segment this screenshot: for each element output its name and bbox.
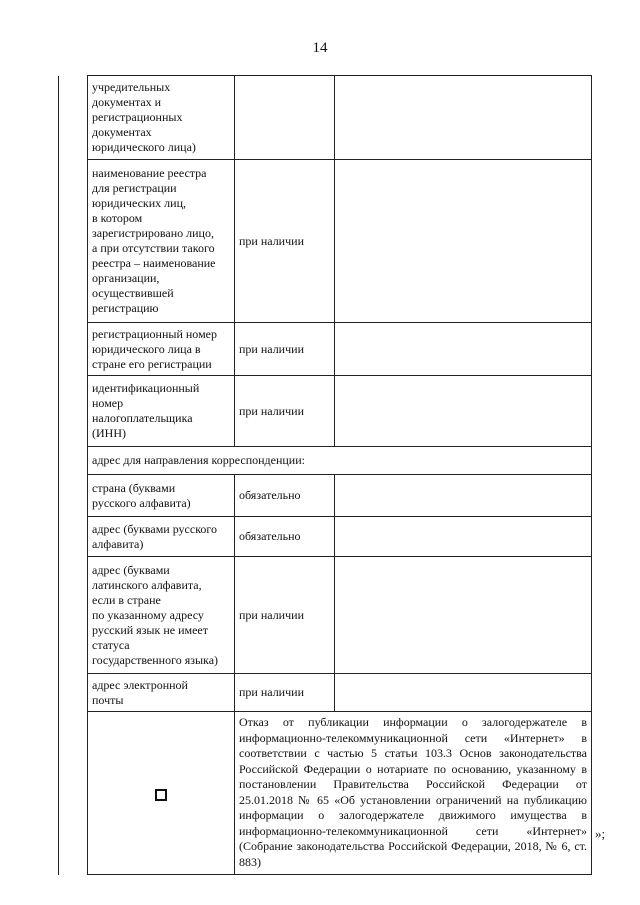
field-label: страна (буквами русского алфавита)	[88, 475, 235, 517]
field-requirement: при наличии	[235, 323, 335, 376]
indent-cell	[59, 376, 88, 447]
field-label: регистрационный номер юридического лица в стране его регистрации	[88, 323, 235, 376]
field-label: адрес (буквами латинского алфавита, если в стране по указанному адресу русский язык не имеет статуса государственного языка)	[88, 557, 235, 674]
form-row-country	[59, 475, 592, 517]
form-row-address-latin	[59, 557, 592, 674]
field-label: наименование реестра для регистрации юридических лиц, в котором зарегистрировано лицо, а при отсутствии такого реестра – наименование организации, осуществившей регистрацию	[88, 160, 235, 323]
field-requirement: при наличии	[235, 674, 335, 712]
field-label: адрес (буквами русского алфавита)	[88, 517, 235, 557]
indent-cell	[59, 76, 88, 160]
form-row-registration-number	[59, 323, 592, 376]
indent-cell	[59, 517, 88, 557]
form-row-refusal	[59, 712, 592, 875]
form-row-founding-docs	[59, 76, 592, 160]
form-row-registry-name	[59, 160, 592, 323]
field-value-cell[interactable]	[335, 76, 592, 160]
field-value-cell[interactable]	[335, 376, 592, 447]
field-requirement: при наличии	[235, 376, 335, 447]
address-section-header: адрес для направления корреспонденции:	[88, 447, 592, 475]
form-row-email	[59, 674, 592, 712]
field-label: учредительных документах и регистрационных документах юридического лица)	[88, 76, 235, 160]
form-row-address-russian	[59, 517, 592, 557]
form-row-inn	[59, 376, 592, 447]
indent-cell	[59, 712, 88, 875]
field-requirement: обязательно	[235, 517, 335, 557]
indent-cell	[59, 557, 88, 674]
indent-cell	[59, 160, 88, 323]
indent-cell	[59, 674, 88, 712]
field-requirement: обязательно	[235, 475, 335, 517]
field-label: идентификационный номер налогоплательщика (ИНН)	[88, 376, 235, 447]
field-requirement	[235, 76, 335, 160]
pledgee-form-table	[58, 75, 592, 875]
indent-cell	[59, 475, 88, 517]
page-number: 14	[312, 40, 328, 56]
field-value-cell[interactable]	[335, 674, 592, 712]
indent-cell	[59, 447, 88, 475]
field-value-cell[interactable]	[335, 323, 592, 376]
refusal-text: Отказ от публикации информации о залогодержателе в информационно-телекоммуникационной сети «Интернет» в соответствии с частью 5 статьи 103.3 Основ законодательства Российской Федерации о нотариате по основанию, указанному в постановлении Правительства Российской Федерации от 25.01.2018 № 65 «Об установлении ограничений на публикацию информации о залогодержателе движимого имущества в информационно-телекоммуникационной сети «Интернет» (Собрание законодательства Российской Федерации, 2018, № 6, ст. 883)	[235, 712, 592, 875]
field-value-cell[interactable]	[335, 160, 592, 323]
field-value-cell[interactable]	[335, 475, 592, 517]
field-requirement: при наличии	[235, 557, 335, 674]
indent-cell	[59, 323, 88, 376]
field-value-cell[interactable]	[335, 517, 592, 557]
field-label: адрес электронной почты	[88, 674, 235, 712]
field-requirement: при наличии	[235, 160, 335, 323]
field-value-cell[interactable]	[335, 557, 592, 674]
refusal-checkbox[interactable]	[155, 789, 167, 801]
form-row-address-header	[59, 447, 592, 475]
refusal-checkbox-cell	[88, 712, 235, 875]
closing-quote-mark: »;	[595, 826, 606, 841]
